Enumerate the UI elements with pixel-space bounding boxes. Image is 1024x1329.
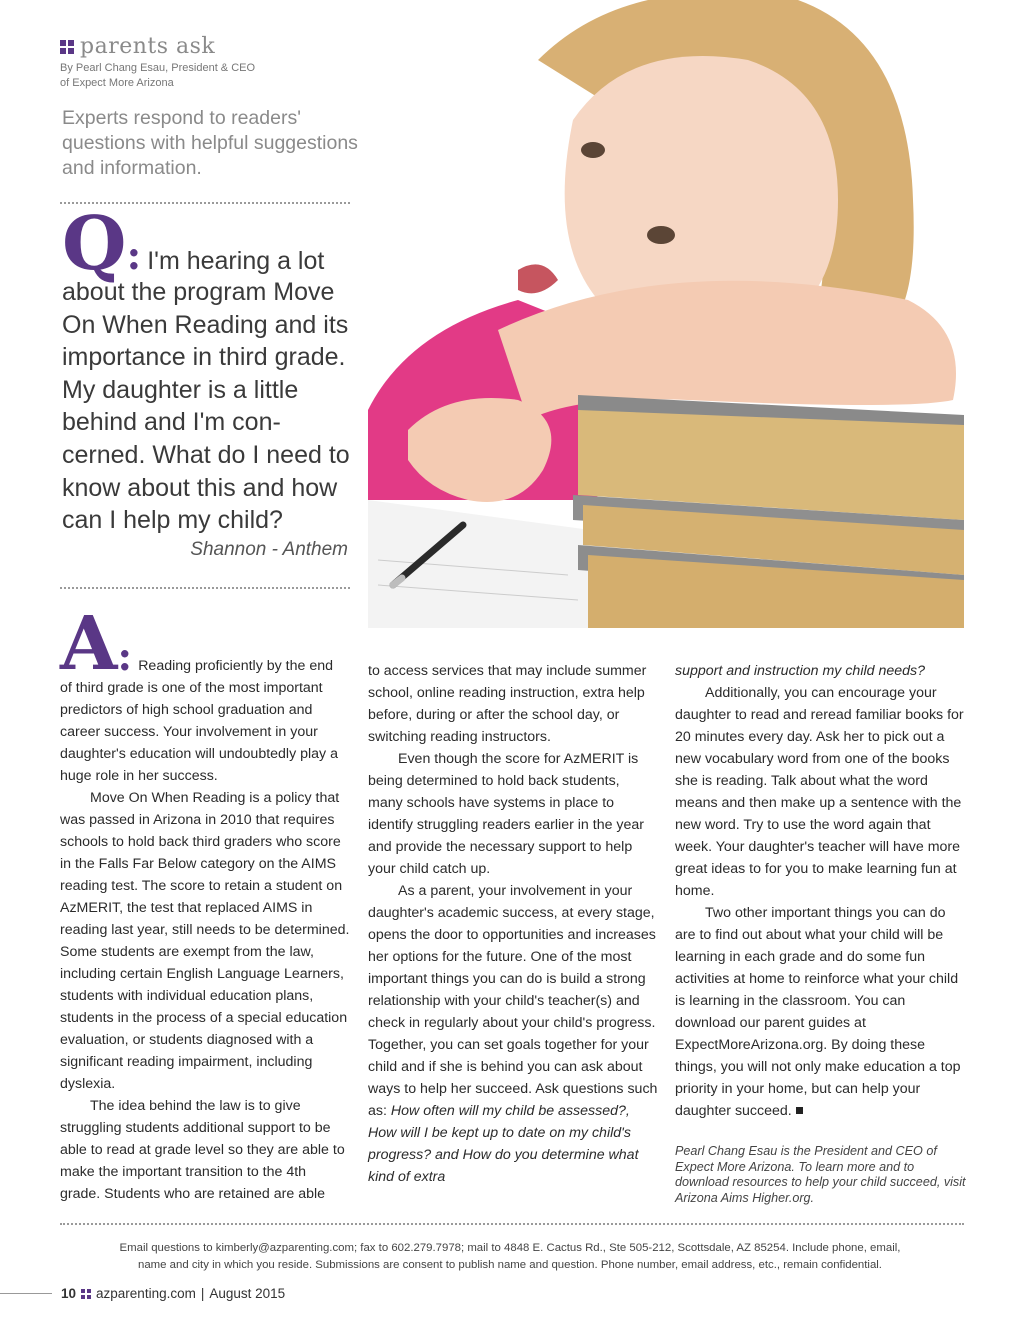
dots-grid-icon bbox=[60, 40, 74, 54]
answer-paragraph: Move On When Reading is a policy that was passed in Arizona in 2010 that requires schools to hold back third graders who score in the Falls Far Below category on the AIMS reading test. The score to retain a student on AzMERIT, the test that replaced AIMS in reading last year, still needs to be determined. Some students are exempt from the law, including certain English Language Learners, students with individual education plans, students in the process of a special education evaluation, or students diagnosed with a significant reading impairment, including dyslexia. bbox=[60, 790, 350, 1092]
answer-italic-questions: support and instruction my child needs? bbox=[675, 663, 925, 679]
answer-column-3 bbox=[675, 660, 967, 1206]
site-name: azparenting.com bbox=[96, 1286, 196, 1301]
answer-letter: A bbox=[60, 601, 118, 687]
answer-paragraph: Additionally, you can encourage your daughter to read and reread familiar books for 20 minutes every day. Ask her to pick out a new vocabulary word from one of the books she is reading. Talk about what the word means and then make up a sentence with the new word. Try to use the word again that week. Your daughter's teacher will have more great ideas to for you to make learning fun at home. bbox=[675, 685, 964, 899]
answer-first-line: Reading proficiently by the end bbox=[138, 658, 333, 674]
answer-text: Two other important things you can do are to find out about what your child will be learning in each grade and do some fun activities at home to reinforce what your child is learning in the classroom. You can download our parent guides at ExpectMoreArizona.org. By doing these things, you will not only make education a top priority in your home, but can help your daughter succeed. bbox=[675, 905, 961, 1119]
issue-date: August 2015 bbox=[209, 1286, 286, 1301]
dots-grid-icon bbox=[81, 1289, 91, 1299]
end-of-article-icon bbox=[796, 1107, 803, 1114]
answer-column-1 bbox=[60, 601, 350, 1205]
submission-note-line-1: Email questions to kimberly@azparenting.com; fax to 602.279.7978; mail to 4848 E. Cactus Rd., Ste 505-212, Scottsdale, AZ 85254. Include phone, email, bbox=[119, 1242, 901, 1254]
section-header bbox=[60, 34, 360, 90]
answer-colon: : bbox=[117, 633, 133, 680]
answer-paragraph: The idea behind the law is to give struggling students additional support to be able to read at grade level so they are able to make the important transition to the 4th grade. Students who are retained are able bbox=[60, 1098, 345, 1202]
girl-with-books-photo bbox=[368, 0, 964, 628]
intro-text: Experts respond to readers' questions with helpful suggestions and information. bbox=[62, 107, 358, 179]
answer-paragraph bbox=[675, 902, 967, 1122]
answer-paragraph: to access services that may include summer school, online reading instruction, extra help before, during or after the school day, or switching reading instructors. bbox=[368, 663, 647, 745]
answer-paragraph: Even though the score for AzMERIT is being determined to hold back students, many schools have systems in place to identify struggling readers earlier in the year and provide the necessary support to help your child catch up. bbox=[368, 751, 645, 877]
submission-note bbox=[110, 1240, 910, 1274]
dotted-divider bbox=[60, 1223, 964, 1225]
question-letter: Q bbox=[62, 201, 127, 287]
question-text: about the program Move On When Reading and its importance in third grade. My daughter is a little behind and I'm con-cerned. What do I need to know about this and how can I help my child? bbox=[62, 278, 350, 535]
question-block bbox=[62, 201, 362, 561]
section-name: parents ask bbox=[80, 34, 216, 59]
answer-column-2 bbox=[368, 660, 658, 1188]
folio-separator: | bbox=[200, 1286, 205, 1301]
byline-line-2: of Expect More Arizona bbox=[60, 77, 174, 89]
answer-paragraph bbox=[368, 880, 658, 1188]
question-colon: : bbox=[126, 232, 142, 279]
folio-rule bbox=[0, 1293, 52, 1294]
page-number: 10 bbox=[61, 1286, 77, 1301]
byline-line-1: By Pearl Chang Esau, President & CEO bbox=[60, 62, 256, 74]
answer-paragraph: of third grade is one of the most important predictors of high school graduation and career success. Your involvement in your daughter's education will undoubtedly play a huge role in her success. bbox=[60, 680, 338, 784]
answer-text: As a parent, your involvement in your daughter's academic success, at every stage, opens the door to opportunities and increases her options for the future. One of the most important things you can do is build a strong relationship with your child's teacher(s) and check in regularly about your child's progress. Together, you can set goals together for your child and if she is behind you can ask about ways to help her succeed. Ask questions such as: bbox=[368, 883, 658, 1119]
photo-illustration bbox=[368, 0, 964, 628]
section-title bbox=[60, 34, 360, 60]
question-author: Shannon - Anthem bbox=[190, 538, 348, 560]
author-bio: Pearl Chang Esau is the President and CEO of Expect More Arizona. To learn more and to download resources to help your child succeed, visit Arizona Aims Higher.org. bbox=[675, 1144, 966, 1205]
dotted-divider bbox=[60, 587, 350, 589]
question-first-line: I'm hearing a lot bbox=[147, 247, 325, 275]
page-folio bbox=[0, 1286, 285, 1301]
answer-italic-questions: How often will my child be assessed?, How will I be kept up to date on my child's progress? and How do you determine what kind of extra bbox=[368, 1103, 639, 1185]
submission-note-line-2: name and city in which you reside. Submissions are consent to publish name and question. Phone number, email address, etc., remain confidential. bbox=[138, 1259, 882, 1271]
